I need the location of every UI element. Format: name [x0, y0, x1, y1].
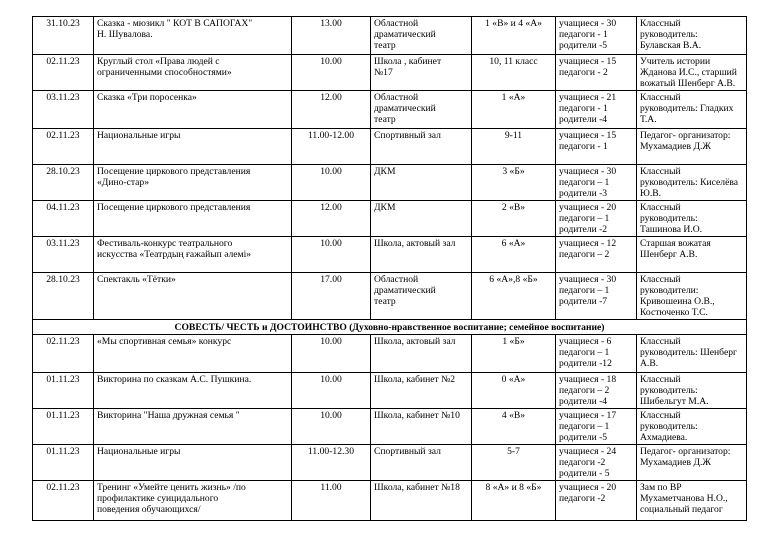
- event-class: 9-11: [472, 129, 556, 165]
- event-date: 02.11.23: [33, 55, 94, 91]
- event-class: 1 «Б»: [472, 335, 556, 373]
- event-title: Тренинг «Умейте ценить жизнь» /по профилактике суицидального поведения обучающихся/: [94, 481, 292, 521]
- event-place: Школа, актовый зал: [371, 335, 472, 373]
- event-time: 12.00: [292, 201, 371, 237]
- event-time: 10.00: [292, 373, 371, 409]
- event-date: 31.10.23: [33, 17, 94, 55]
- event-title: Сказка «Три поросенка»: [94, 91, 292, 129]
- event-responsible: Зам по ВР Мухаметчанова Н.О., социальный педагог: [637, 481, 747, 521]
- event-participants: учащиеся - 30 педагоги – 1 родители -7: [556, 273, 637, 320]
- event-time: 10.00: [292, 335, 371, 373]
- table-row: [33, 409, 747, 445]
- event-title: Посещение циркового представления: [94, 201, 292, 237]
- table-row: [33, 17, 747, 55]
- table-row: [33, 445, 747, 481]
- event-responsible: Классный руководитель: Ахмадиева.: [637, 409, 747, 445]
- event-responsible: Классный руководитель: Шенберг А.В.: [637, 335, 747, 373]
- event-responsible: Педагог- организатор: Мухамадиев Д.Ж: [637, 445, 747, 481]
- event-date: 03.11.23: [33, 237, 94, 273]
- section-header-row: [33, 320, 747, 335]
- event-place: Областной драматический театр: [371, 17, 472, 55]
- event-date: 02.11.23: [33, 129, 94, 165]
- event-title: Викторина по сказкам А.С. Пушкина.: [94, 373, 292, 409]
- event-place: Школа, кабинет №2: [371, 373, 472, 409]
- event-date: 02.11.23: [33, 335, 94, 373]
- table-row: [33, 373, 747, 409]
- event-responsible: Педагог- организатор: Мухамадиев Д.Ж: [637, 129, 747, 165]
- table-row: [33, 55, 747, 91]
- event-participants: учащиеся - 18 педагоги – 2 родители -4: [556, 373, 637, 409]
- event-place: Спортивный зал: [371, 129, 472, 165]
- event-class: 1 «А»: [472, 91, 556, 129]
- event-place: Спортивный зал: [371, 445, 472, 481]
- event-place: Школа, кабинет №18: [371, 481, 472, 521]
- event-place: Школа , кабинет №17: [371, 55, 472, 91]
- event-time: 10.00: [292, 55, 371, 91]
- event-title: Круглый стол «Права людей с ограниченными способностями»: [94, 55, 292, 91]
- event-participants: учащиеся - 20 педагоги -2: [556, 481, 637, 521]
- event-responsible: Классный руководитель: Гладких Т.А.: [637, 91, 747, 129]
- event-date: 01.11.23: [33, 445, 94, 481]
- event-class: 0 «А»: [472, 373, 556, 409]
- event-participants: учащиеся - 30 педагоги – 1 родители -3: [556, 165, 637, 201]
- events-table: [32, 16, 747, 521]
- event-place: Областной драматический театр: [371, 91, 472, 129]
- event-participants: учащиеся - 15 педагоги - 2: [556, 55, 637, 91]
- table-row: [33, 237, 747, 273]
- event-title: Спектакль «Тётки»: [94, 273, 292, 320]
- event-title: «Мы спортивная семья» конкурс: [94, 335, 292, 373]
- event-time: 11.00-12.00: [292, 129, 371, 165]
- table-row: [33, 91, 747, 129]
- event-time: 10.00: [292, 165, 371, 201]
- event-date: 01.11.23: [33, 373, 94, 409]
- event-time: 13.00: [292, 17, 371, 55]
- event-place: Областной драматический театр: [371, 273, 472, 320]
- event-participants: учащиеся - 24 педагоги -2 родители - 5: [556, 445, 637, 481]
- event-class: 6 «А»,8 «Б»: [472, 273, 556, 320]
- event-responsible: Учитель истории Жданова И.С., старший вожатый Шенберг А.В.: [637, 55, 747, 91]
- event-title: Посещение циркового представления «Дино-стар»: [94, 165, 292, 201]
- event-title: Национальные игры: [94, 445, 292, 481]
- event-time: 10.00: [292, 409, 371, 445]
- event-place: ДКМ: [371, 201, 472, 237]
- event-place: Школа, кабинет №10: [371, 409, 472, 445]
- event-participants: учащиеся - 21 педагоги - 1 родители -4: [556, 91, 637, 129]
- event-time: 11.00: [292, 481, 371, 521]
- event-class: 5-7: [472, 445, 556, 481]
- event-time: 12.00: [292, 91, 371, 129]
- event-place: ДКМ: [371, 165, 472, 201]
- event-participants: учащиеся - 12 педагоги – 2: [556, 237, 637, 273]
- event-class: 8 «А» и 8 «Б»: [472, 481, 556, 521]
- event-class: 10, 11 класс: [472, 55, 556, 91]
- event-responsible: Классный руководитель: Шибельгут М.А.: [637, 373, 747, 409]
- event-class: 3 «Б»: [472, 165, 556, 201]
- event-title: Сказка - мюзикл " КОТ В САПОГАХ" Н. Шувалова.: [94, 17, 292, 55]
- event-participants: учащиеся - 30 педагоги - 1 родители -5: [556, 17, 637, 55]
- event-responsible: Классный руководители: Кривошеина О.В., Костюченко Т.С.: [637, 273, 747, 320]
- event-title: Викторина "Наша дружная семья ": [94, 409, 292, 445]
- event-title: Фестиваль-конкурс театрального искусства «Театрдың ғажайып әлемі»: [94, 237, 292, 273]
- table-row: [33, 129, 747, 165]
- table-row: [33, 165, 747, 201]
- table-row: [33, 335, 747, 373]
- event-class: 6 «А»: [472, 237, 556, 273]
- event-participants: учащиеся - 17 педагоги – 1 родители -5: [556, 409, 637, 445]
- event-date: 28.10.23: [33, 165, 94, 201]
- document-page: [32, 16, 747, 521]
- event-participants: учащиеся - 20 педагоги – 1 родители -2: [556, 201, 637, 237]
- event-class: 4 «В»: [472, 409, 556, 445]
- event-responsible: Старшая вожатая Шенберг А.В.: [637, 237, 747, 273]
- table-row: [33, 481, 747, 521]
- event-participants: учащиеся - 15 педагоги - 1: [556, 129, 637, 165]
- event-class: 1 «В» и 4 «А»: [472, 17, 556, 55]
- event-responsible: Классный руководитель: Киселёва Ю.В.: [637, 165, 747, 201]
- table-row: [33, 201, 747, 237]
- event-date: 04.11.23: [33, 201, 94, 237]
- event-date: 01.11.23: [33, 409, 94, 445]
- table-row: [33, 273, 747, 320]
- event-responsible: Классный руководитель: Ташинова И.О.: [637, 201, 747, 237]
- event-date: 02.11.23: [33, 481, 94, 521]
- event-participants: учащиеся - 6 педагоги – 1 родители -12: [556, 335, 637, 373]
- event-time: 17.00: [292, 273, 371, 320]
- event-date: 28.10.23: [33, 273, 94, 320]
- event-responsible: Классный руководитель: Булавская В.А.: [637, 17, 747, 55]
- event-date: 03.11.23: [33, 91, 94, 129]
- section-title: СОВЕСТЬ/ ЧЕСТЬ и ДОСТОИНСТВО (Духовно-нравственное воспитание; семейное воспитание): [33, 320, 747, 335]
- event-class: 2 «В»: [472, 201, 556, 237]
- event-time: 10.00: [292, 237, 371, 273]
- event-time: 11.00-12.30: [292, 445, 371, 481]
- event-title: Национальные игры: [94, 129, 292, 165]
- event-place: Школа, актовый зал: [371, 237, 472, 273]
